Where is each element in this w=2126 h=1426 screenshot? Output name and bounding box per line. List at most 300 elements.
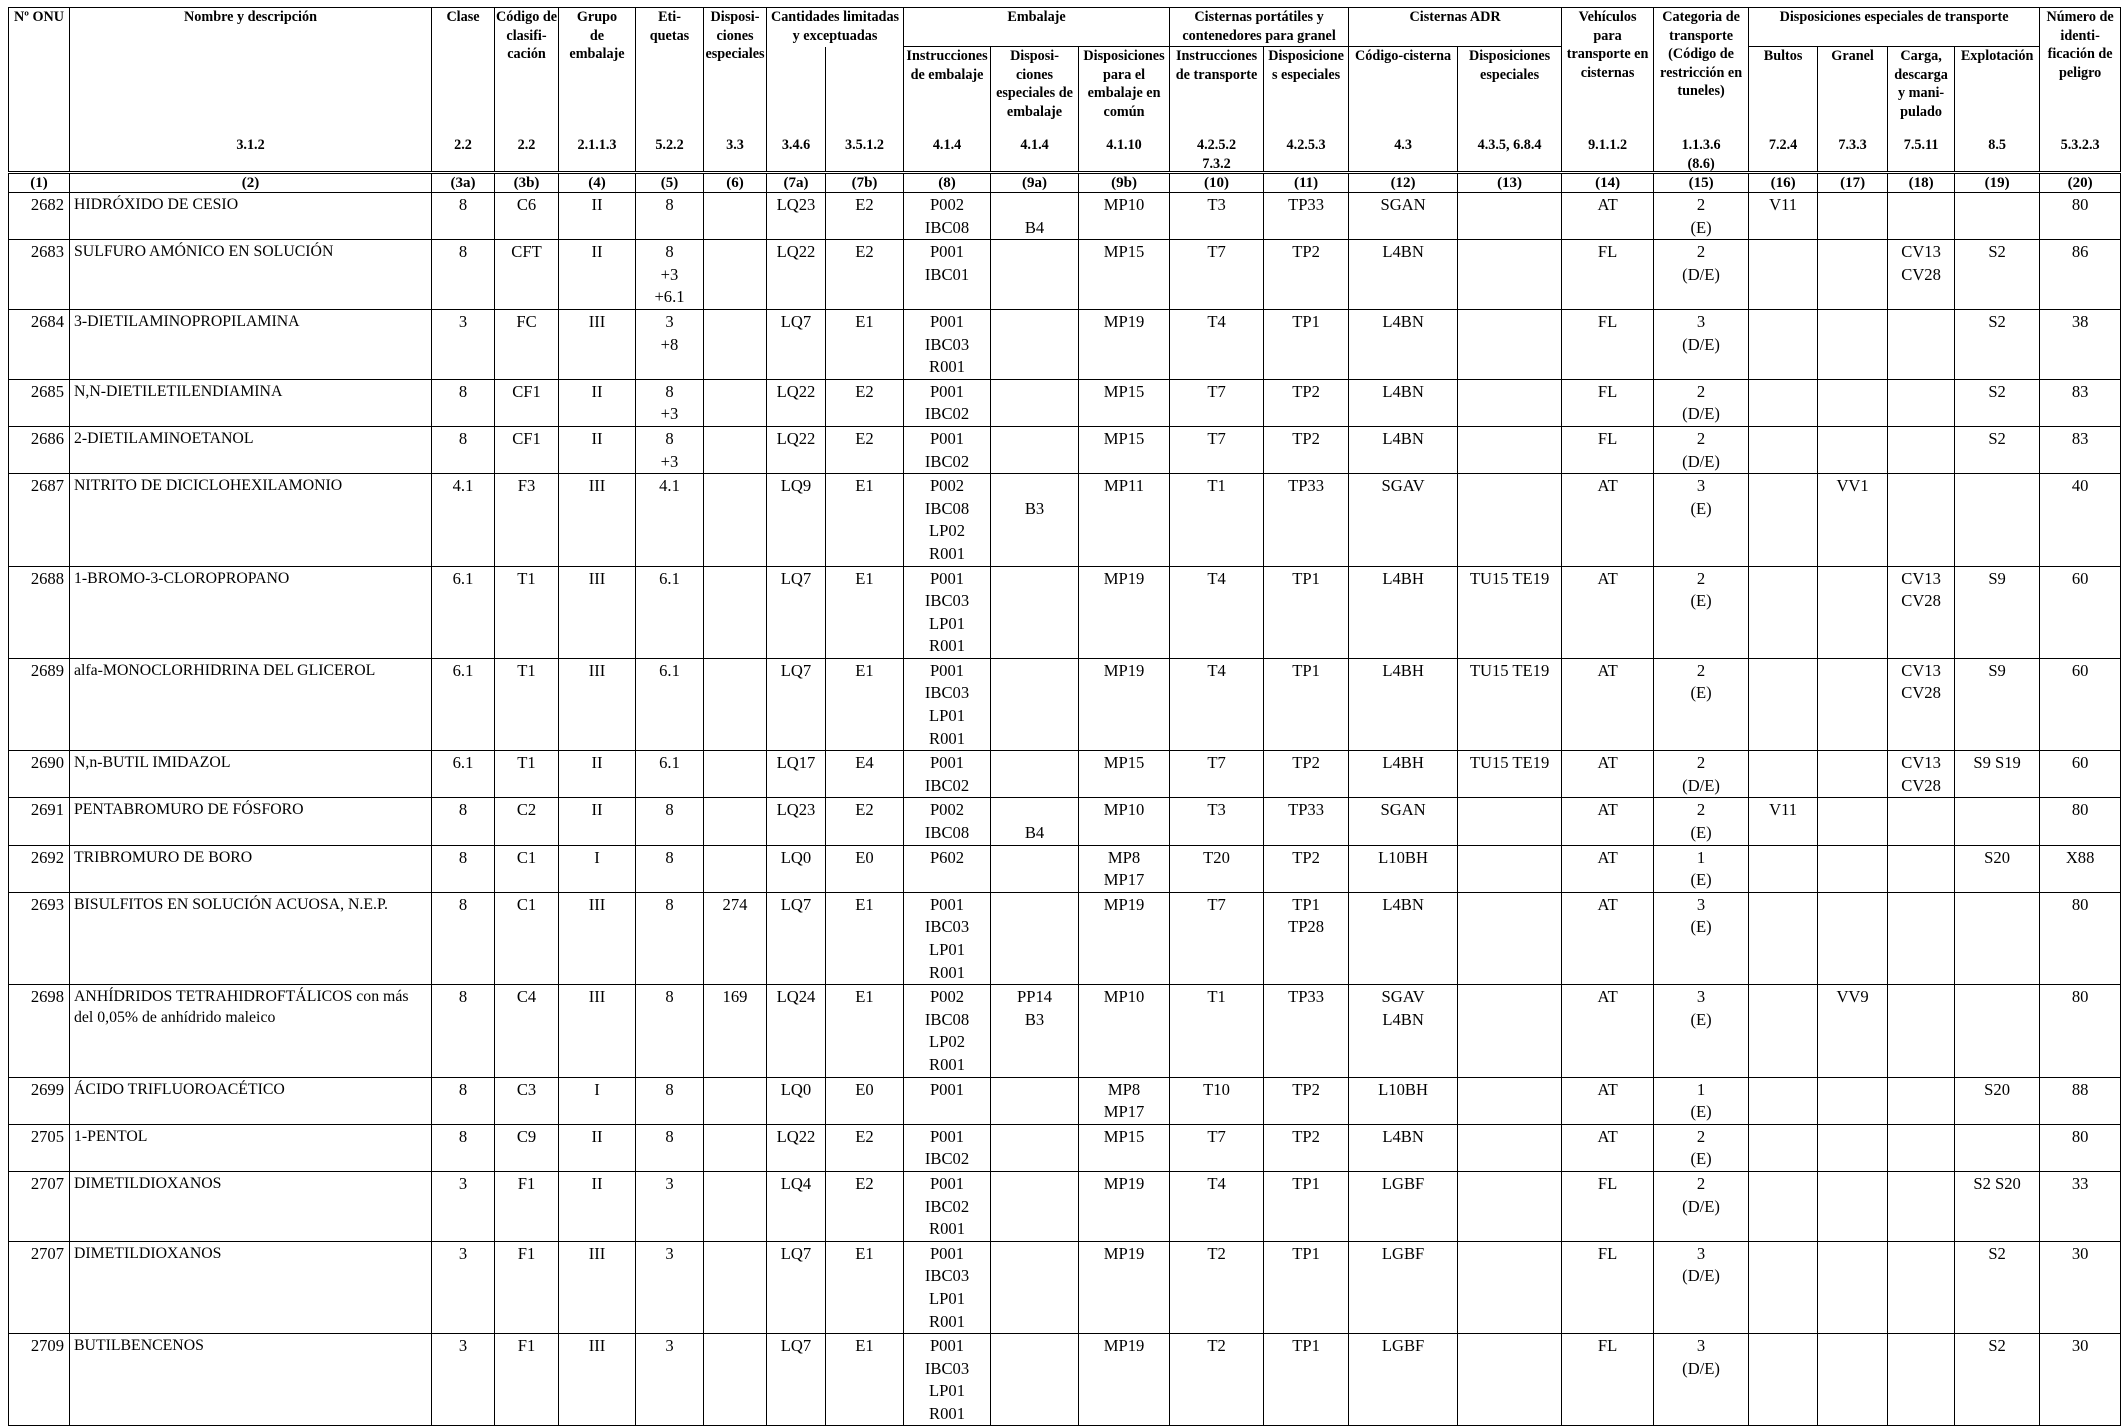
cell-value: T4 <box>1207 568 1226 588</box>
col-label: Clase <box>446 9 480 25</box>
cell-value: III <box>588 568 606 588</box>
cell-value: 8 <box>458 242 468 262</box>
cell-instr-emb <box>904 426 991 473</box>
cell-value: 2686 <box>30 428 64 448</box>
cell-value: 3 +8 <box>660 311 679 354</box>
cell-peligro <box>2040 1334 2121 1426</box>
cell-clase <box>432 566 495 658</box>
cell-value: B3 <box>1024 498 1045 518</box>
cell-etiquetas <box>636 798 704 845</box>
cell-value: 3 <box>665 1243 674 1263</box>
cell-instr-transp <box>1170 240 1264 310</box>
cell-value: L10BH <box>1378 847 1428 867</box>
cell-disp-esp <box>704 845 767 892</box>
cell-value: P001 IBC03 LP01 R001 <box>924 894 970 982</box>
cell-value: P001 IBC03 LP01 R001 <box>924 660 970 748</box>
cell-value: 2 (E) <box>1690 1126 1712 1169</box>
cell-value: 8 <box>665 847 674 867</box>
cell-codigo <box>495 1171 559 1241</box>
cell-onu <box>9 1077 70 1124</box>
col-header-name <box>70 8 432 173</box>
cell-grupo <box>559 845 636 892</box>
cell-value: MP19 <box>1103 568 1145 588</box>
cell-explotacion <box>1955 892 2040 984</box>
cell-categoria <box>1654 658 1749 750</box>
cell-value: LQ7 <box>780 660 812 680</box>
cell-value: CV13 CV28 <box>1901 242 1941 284</box>
cell-cod-cisterna <box>1349 985 1458 1077</box>
col-label: Instrucciones de transporte <box>1175 48 1258 83</box>
cell-bultos <box>1749 658 1818 750</box>
cell-onu <box>9 845 70 892</box>
cell-etiquetas <box>636 845 704 892</box>
cell-value: 3 <box>458 1336 468 1356</box>
cell-value: III <box>588 894 606 914</box>
column-number-row <box>9 173 2121 193</box>
cell-bultos <box>1749 566 1818 658</box>
cell-value: PP14 B3 <box>1016 987 1053 1029</box>
cell-eq <box>826 1171 904 1241</box>
cell-value: 8 +3 <box>660 381 679 424</box>
cell-onu <box>9 309 70 379</box>
cell-value: MP19 <box>1103 1336 1145 1356</box>
cell-value: E1 <box>855 568 874 588</box>
cell-value: TP33 <box>1288 987 1325 1007</box>
col-header-disp-embalaje <box>991 47 1079 173</box>
cell-value: II <box>591 242 603 262</box>
cell-value: CV13 CV28 <box>1901 568 1941 611</box>
cell-instr-emb <box>904 240 991 310</box>
cell-value: L4BH <box>1382 753 1424 773</box>
cell-value: C2 <box>516 800 537 820</box>
cell-value: TU15 TE19 <box>1469 568 1550 588</box>
cell-explotacion <box>1955 309 2040 379</box>
cell-granel <box>1818 751 1888 798</box>
cell-value: TP2 <box>1292 753 1320 773</box>
cell-value: 2688 <box>30 568 64 588</box>
table-body <box>9 193 2121 1426</box>
cell-explotacion <box>1955 798 2040 845</box>
column-number-clase: (3a) <box>432 173 495 193</box>
cell-cod-cisterna <box>1349 798 1458 845</box>
col-label: Carga, descarga y mani- pulado <box>1894 48 1948 120</box>
cell-lq <box>767 426 826 473</box>
cell-disp-esp <box>704 798 767 845</box>
cell-value: CFT <box>511 242 542 262</box>
cell-categoria <box>1654 379 1749 426</box>
cell-value: S2 <box>1988 1336 2006 1356</box>
cell-emb-comun <box>1079 985 1170 1077</box>
cell-disp-cist <box>1264 1124 1349 1171</box>
cell-granel <box>1818 845 1888 892</box>
cell-value: FL <box>1597 428 1618 448</box>
cell-disp-emb <box>991 193 1079 240</box>
cell-vehiculos <box>1562 474 1654 566</box>
col-header-embalaje-comun <box>1079 47 1170 173</box>
cell-value: BUTILBENCENOS <box>74 1337 204 1355</box>
cell-value: III <box>588 476 606 496</box>
table-row <box>9 1241 2121 1333</box>
cell-disp-cist <box>1264 193 1349 240</box>
cell-instr-emb <box>904 309 991 379</box>
cell-etiquetas <box>636 892 704 984</box>
cell-value: 6.1 <box>452 753 474 773</box>
cell-vehiculos <box>1562 566 1654 658</box>
table-row <box>9 1171 2121 1241</box>
cell-value: N,n-BUTIL IMIDAZOL <box>74 754 231 772</box>
cell-vehiculos <box>1562 1171 1654 1241</box>
cell-disp-adr <box>1458 379 1562 426</box>
cell-onu <box>9 474 70 566</box>
cell-cod-cisterna <box>1349 193 1458 240</box>
cell-disp-esp <box>704 426 767 473</box>
cell-onu <box>9 1241 70 1333</box>
cell-value: LQ0 <box>780 847 812 867</box>
cell-codigo <box>495 658 559 750</box>
cell-value: E0 <box>855 847 874 867</box>
group-header-embalaje <box>904 8 1170 47</box>
cell-disp-emb <box>991 309 1079 379</box>
cell-value: E1 <box>855 987 874 1007</box>
cell-value: S9 <box>1988 660 2006 680</box>
cell-cod-cisterna <box>1349 474 1458 566</box>
cell-disp-cist <box>1264 751 1349 798</box>
col-label: Disposi- ciones especiales <box>705 9 765 62</box>
cell-name <box>70 566 432 658</box>
cell-value: C3 <box>516 1079 537 1099</box>
cell-value: 2709 <box>30 1336 64 1356</box>
cell-value: 3 (D/E) <box>1682 1336 1720 1378</box>
cell-onu <box>9 379 70 426</box>
cell-value: PENTABROMURO DE FÓSFORO <box>74 801 304 819</box>
cell-carga <box>1888 309 1955 379</box>
col-ref: 2.2 <box>517 137 536 153</box>
cell-value: L4BH <box>1382 568 1424 588</box>
cell-value: F3 <box>517 476 536 496</box>
cell-value: C1 <box>516 894 537 914</box>
cell-eq <box>826 474 904 566</box>
cell-value: II <box>591 1126 603 1146</box>
cell-value: 2687 <box>30 476 64 496</box>
cell-disp-cist <box>1264 309 1349 379</box>
cell-disp-adr <box>1458 658 1562 750</box>
col-ref: 5.2.2 <box>655 137 684 153</box>
cell-value: 1 (E) <box>1690 847 1712 890</box>
cell-carga <box>1888 474 1955 566</box>
cell-peligro <box>2040 474 2121 566</box>
cell-carga <box>1888 1334 1955 1426</box>
cell-value: T1 <box>517 568 536 588</box>
cell-value: 2684 <box>30 311 64 331</box>
cell-value: 1-BROMO-3-CLOROPROPANO <box>74 569 290 587</box>
cell-peligro <box>2040 426 2121 473</box>
cell-value: T1 <box>1207 987 1226 1007</box>
cell-grupo <box>559 751 636 798</box>
cell-eq <box>826 798 904 845</box>
cell-value: C6 <box>516 195 537 214</box>
cell-granel <box>1818 1334 1888 1426</box>
cell-value: 2 (E) <box>1690 800 1712 843</box>
cell-categoria <box>1654 474 1749 566</box>
cell-value: 2692 <box>30 847 64 867</box>
cell-granel <box>1818 379 1888 426</box>
cell-eq <box>826 892 904 984</box>
cell-value: TP2 <box>1292 381 1320 401</box>
cell-value: S20 <box>1984 847 2010 867</box>
cell-lq <box>767 1241 826 1333</box>
cell-value: LQ4 <box>780 1173 812 1193</box>
column-number-etiquetas: (5) <box>636 173 704 193</box>
cell-explotacion <box>1955 1241 2040 1333</box>
cell-value: FL <box>1597 381 1618 401</box>
cell-granel <box>1818 193 1888 240</box>
cell-categoria <box>1654 309 1749 379</box>
cell-value: 8 <box>458 195 468 214</box>
cell-codigo <box>495 309 559 379</box>
cell-vehiculos <box>1562 379 1654 426</box>
cell-eq <box>826 1077 904 1124</box>
cell-codigo <box>495 379 559 426</box>
cell-disp-emb <box>991 566 1079 658</box>
cell-value: LQ7 <box>780 568 812 588</box>
cell-onu <box>9 240 70 310</box>
cell-disp-esp <box>704 1334 767 1426</box>
cell-carga <box>1888 1124 1955 1171</box>
cell-value: L4BN <box>1382 242 1424 262</box>
cell-carga <box>1888 240 1955 310</box>
cell-disp-emb <box>991 1334 1079 1426</box>
cell-instr-transp <box>1170 658 1264 750</box>
cell-value: MP15 <box>1103 242 1145 262</box>
cell-onu <box>9 985 70 1077</box>
col-label: Explotación <box>1960 48 2034 64</box>
cell-value: T2 <box>1207 1336 1226 1356</box>
cell-instr-transp <box>1170 845 1264 892</box>
cell-codigo <box>495 240 559 310</box>
cell-value: 3 (E) <box>1690 987 1712 1029</box>
cell-name <box>70 193 432 240</box>
cell-granel <box>1818 1241 1888 1333</box>
cell-value: E2 <box>855 1173 874 1193</box>
cell-value: 1 (E) <box>1690 1079 1712 1122</box>
cell-onu <box>9 1124 70 1171</box>
cell-value: 8 <box>665 800 674 820</box>
cell-explotacion <box>1955 1124 2040 1171</box>
cell-disp-cist <box>1264 985 1349 1077</box>
cell-value: AT <box>1597 476 1618 496</box>
cell-instr-transp <box>1170 379 1264 426</box>
cell-value: T3 <box>1207 800 1226 820</box>
cell-value: S2 <box>1988 428 2006 448</box>
cell-value: N,N-DIETILETILENDIAMINA <box>74 382 283 400</box>
cell-carga <box>1888 379 1955 426</box>
cell-peligro <box>2040 379 2121 426</box>
cell-disp-emb <box>991 240 1079 310</box>
cell-grupo <box>559 798 636 845</box>
cell-value: MP19 <box>1103 1173 1145 1193</box>
cell-value: P001 IBC03 LP01 R001 <box>924 1336 970 1423</box>
cell-value: E2 <box>855 195 874 214</box>
cell-value: T1 <box>517 753 536 773</box>
cell-disp-emb <box>991 798 1079 845</box>
cell-value: CF1 <box>512 428 541 448</box>
cell-value: 38 <box>2071 311 2089 331</box>
cell-disp-cist <box>1264 240 1349 310</box>
cell-value: TP1 <box>1292 660 1320 680</box>
cell-disp-adr <box>1458 1077 1562 1124</box>
cell-categoria <box>1654 1241 1749 1333</box>
cell-grupo <box>559 892 636 984</box>
col-label: Categoria de transporte (Código de restricción en tuneles) <box>1660 9 1743 99</box>
cell-peligro <box>2040 845 2121 892</box>
column-number-instr_transp: (10) <box>1170 173 1264 193</box>
cell-peligro <box>2040 309 2121 379</box>
cell-value: P001 IBC02 <box>924 1126 970 1169</box>
cell-value: E2 <box>855 1126 874 1146</box>
cell-clase <box>432 892 495 984</box>
cell-emb-comun <box>1079 845 1170 892</box>
group-header-cisternas-adr <box>1349 8 1562 47</box>
cell-value: TP2 <box>1292 242 1320 262</box>
cell-value: 30 <box>2071 1336 2089 1356</box>
cell-vehiculos <box>1562 240 1654 310</box>
cell-name <box>70 1124 432 1171</box>
cell-etiquetas <box>636 1077 704 1124</box>
cell-value: 2 (D/E) <box>1682 1173 1720 1216</box>
cell-disp-esp <box>704 379 767 426</box>
cell-categoria <box>1654 892 1749 984</box>
dangerous-goods-table <box>8 7 2121 1426</box>
column-number-disp_esp: (6) <box>704 173 767 193</box>
cell-peligro <box>2040 1124 2121 1171</box>
col-header-disp-especiales <box>704 8 767 173</box>
cell-etiquetas <box>636 193 704 240</box>
cell-value: TP1 <box>1292 1336 1320 1356</box>
cell-bultos <box>1749 1241 1818 1333</box>
cell-vehiculos <box>1562 892 1654 984</box>
cell-explotacion <box>1955 193 2040 240</box>
cell-name <box>70 1334 432 1426</box>
cell-value: B4 <box>1024 217 1045 237</box>
cell-value: 2690 <box>30 753 64 773</box>
cell-emb-comun <box>1079 379 1170 426</box>
cell-value: MP11 <box>1104 476 1145 496</box>
cell-lq <box>767 985 826 1077</box>
cell-value: 2-DIETILAMINOETANOL <box>74 429 254 447</box>
col-ref: 2.1.1.3 <box>577 137 617 153</box>
cell-grupo <box>559 1334 636 1426</box>
cell-value: V11 <box>1769 195 1798 214</box>
cell-codigo <box>495 1334 559 1426</box>
cell-onu <box>9 1171 70 1241</box>
cell-codigo <box>495 1124 559 1171</box>
cell-value: X88 <box>2065 847 2095 867</box>
cell-peligro <box>2040 1241 2121 1333</box>
cell-value: E1 <box>855 660 874 680</box>
cell-value: E2 <box>855 428 874 448</box>
cell-value: AT <box>1597 894 1618 914</box>
cell-disp-emb <box>991 985 1079 1077</box>
table-row <box>9 798 2121 845</box>
cell-disp-cist <box>1264 892 1349 984</box>
col-ref: 7.2.4 <box>1768 137 1798 153</box>
column-number-bultos: (16) <box>1749 173 1818 193</box>
cell-value: III <box>588 1243 606 1263</box>
col-ref: 4.2.5.2 7.3.2 <box>1197 137 1237 172</box>
cell-value: TP2 <box>1292 1079 1320 1099</box>
cell-value: E1 <box>855 1336 874 1356</box>
cell-disp-emb <box>991 1124 1079 1171</box>
cell-instr-transp <box>1170 985 1264 1077</box>
cell-explotacion <box>1955 379 2040 426</box>
cell-emb-comun <box>1079 566 1170 658</box>
cell-value: 80 <box>2071 894 2089 914</box>
cell-value: 2699 <box>30 1079 64 1099</box>
cell-instr-emb <box>904 1124 991 1171</box>
cell-value: B4 <box>1024 823 1045 843</box>
cell-value: 6.1 <box>659 568 680 588</box>
cell-etiquetas <box>636 985 704 1077</box>
cell-emb-comun <box>1079 658 1170 750</box>
cell-clase <box>432 1124 495 1171</box>
cell-value: FL <box>1597 1243 1618 1263</box>
cell-eq <box>826 309 904 379</box>
cell-disp-adr <box>1458 193 1562 240</box>
cell-value: SGAV <box>1381 476 1425 496</box>
col-ref: 4.1.4 <box>1020 137 1049 153</box>
cell-value: E1 <box>855 476 874 496</box>
cell-vehiculos <box>1562 658 1654 750</box>
cell-cod-cisterna <box>1349 845 1458 892</box>
cell-value: TP33 <box>1288 476 1325 496</box>
col-header-codigo-cisterna <box>1349 47 1458 173</box>
cell-grupo <box>559 240 636 310</box>
col-header-categoria <box>1654 8 1749 173</box>
table-row <box>9 566 2121 658</box>
cell-value: LQ24 <box>776 987 816 1007</box>
col-ref: 3.4.6 <box>781 136 811 153</box>
cell-clase <box>432 193 495 240</box>
cell-disp-adr <box>1458 892 1562 984</box>
cell-cod-cisterna <box>1349 892 1458 984</box>
table-row <box>9 892 2121 984</box>
cell-instr-transp <box>1170 1124 1264 1171</box>
cell-grupo <box>559 1124 636 1171</box>
col-label: Bultos <box>1763 48 1803 64</box>
cell-instr-transp <box>1170 1241 1264 1333</box>
cell-vehiculos <box>1562 845 1654 892</box>
cell-granel <box>1818 474 1888 566</box>
cell-categoria <box>1654 1334 1749 1426</box>
cell-lq <box>767 309 826 379</box>
col-label: Disposicione s especiales <box>1268 48 1344 83</box>
cell-value: II <box>591 428 603 448</box>
cell-disp-esp <box>704 985 767 1077</box>
cell-value: 83 <box>2071 381 2089 401</box>
cell-instr-emb <box>904 845 991 892</box>
cell-emb-comun <box>1079 193 1170 240</box>
cell-value: LQ22 <box>776 428 816 448</box>
cell-disp-emb <box>991 1241 1079 1333</box>
cell-carga <box>1888 751 1955 798</box>
cell-vehiculos <box>1562 1334 1654 1426</box>
cell-clase <box>432 985 495 1077</box>
cell-value: L4BN <box>1382 1126 1424 1146</box>
cell-carga <box>1888 1171 1955 1241</box>
cell-lq <box>767 240 826 310</box>
cell-name <box>70 985 432 1077</box>
cell-grupo <box>559 1077 636 1124</box>
